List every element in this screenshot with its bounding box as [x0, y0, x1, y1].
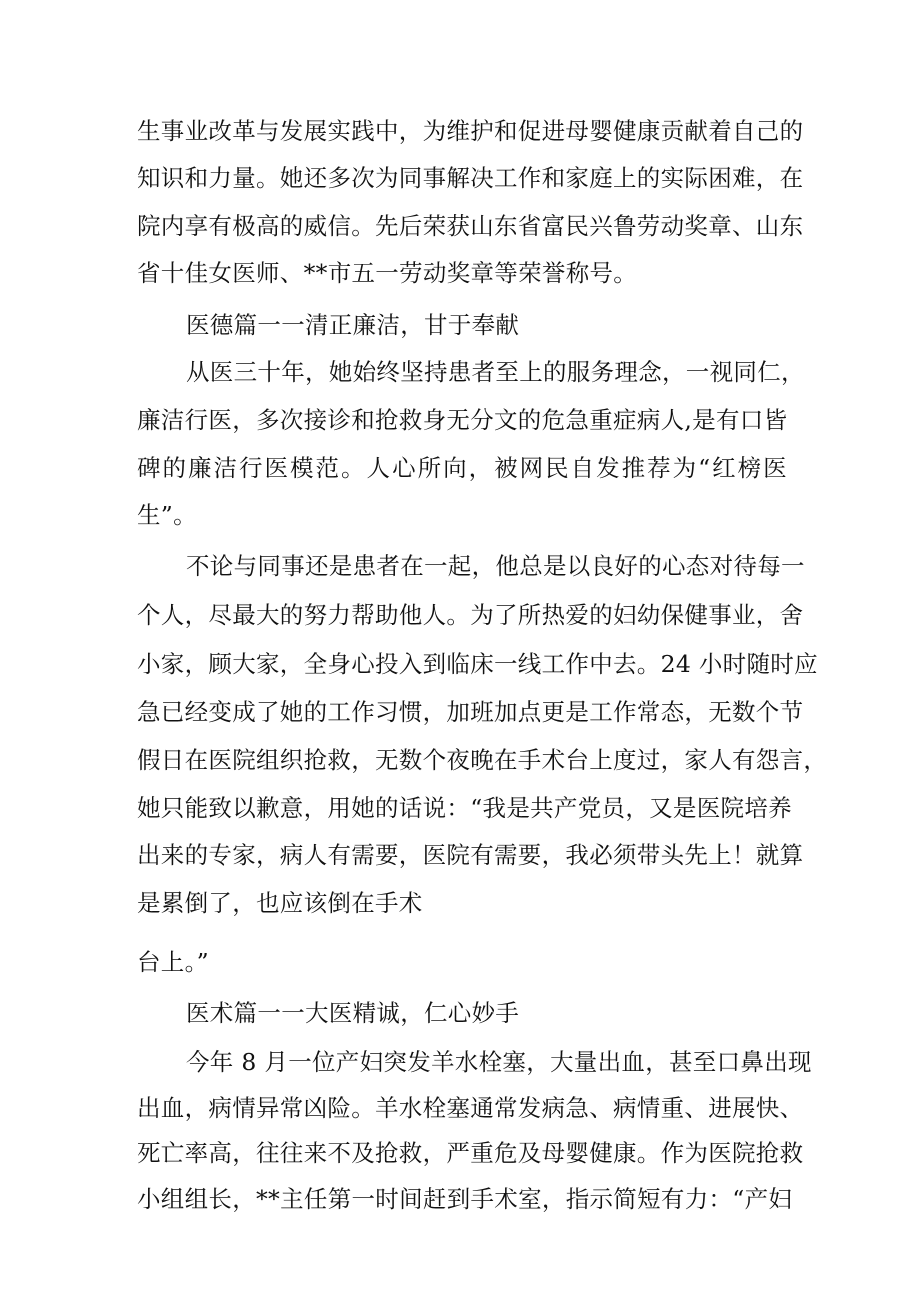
text-line: 台上。”: [137, 948, 209, 976]
text-line: 假日在医院组织抢救，无数个夜晚在手术台上度过，家人有怨言，: [137, 746, 828, 774]
text-line: 廉洁行医，多次接诊和抢救身无分文的危急重症病人,是有口皆: [137, 406, 788, 434]
text-line: 碑的廉洁行医模范。人心所向，被网民自发推荐为“红榜医: [137, 454, 787, 482]
text-line: 小组组长，**主任第一时间赶到手术室，指示简短有力：“产妇: [137, 1185, 793, 1213]
paragraph-first-line: 从医三十年，她始终坚持患者至上的服务理念，一视同仁，: [186, 358, 805, 386]
text-line: 急已经变成了她的工作习惯，加班加点更是工作常态，无数个节: [137, 698, 804, 726]
text-line: 出来的专家，病人有需要，医院有需要，我必须带头先上！就算: [137, 841, 804, 869]
paragraph-first-line: 今年 8 月一位产妇突发羊水栓塞，大量出血，甚至口鼻出现: [186, 1048, 812, 1076]
section-heading-yide: 医德篇一一清正廉洁，甘于奉献: [186, 311, 520, 339]
text-line: 个人，尽最大的努力帮助他人。为了所热爱的妇幼保健事业，舍: [137, 601, 804, 629]
paragraph-first-line: 不论与同事还是患者在一起，他总是以良好的心态对待每一: [186, 552, 805, 580]
text-line: 死亡率高，往往来不及抢救，严重危及母婴健康。作为医院抢救: [137, 1139, 804, 1167]
section-heading-yishu: 医术篇一一大医精诚，仁心妙手: [186, 999, 520, 1027]
text-line: 是累倒了，也应该倒在手术: [137, 889, 423, 917]
text-line: 生”。: [137, 501, 197, 529]
text-line: 院内享有极高的威信。先后荣获山东省富民兴鲁劳动奖章、山东: [137, 212, 804, 240]
text-line: 出血，病情异常凶险。羊水栓塞通常发病急、病情重、进展快、: [137, 1094, 804, 1122]
text-line: 她只能致以歉意，用她的话说：“我是共产党员，又是医院培养: [137, 794, 792, 822]
text-line: 省十佳女医师、**市五一劳动奖章等荣誉称号。: [137, 259, 638, 287]
text-line: 知识和力量。她还多次为同事解决工作和家庭上的实际困难，在: [137, 164, 804, 192]
text-line: 小家，顾大家，全身心投入到临床一线工作中去。24 小时随时应: [137, 650, 818, 678]
text-line: 生事业改革与发展实践中，为维护和促进母婴健康贡献着自己的: [137, 117, 804, 145]
